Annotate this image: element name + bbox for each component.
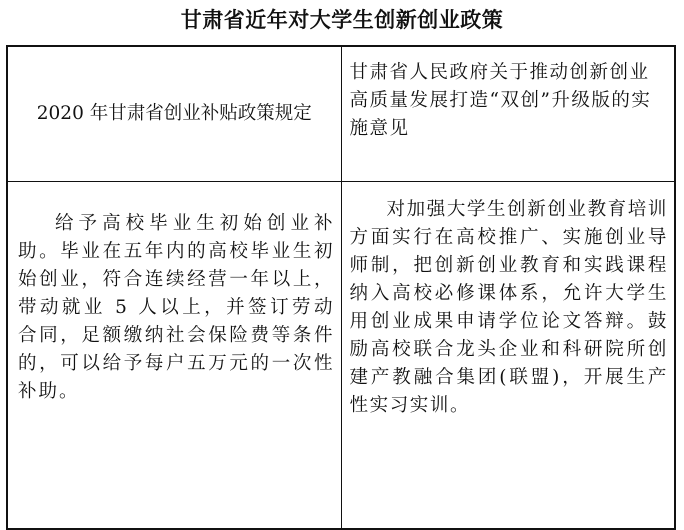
header-cell-implementation-opinion: 甘肃省人民政府关于推动创新创业高质量发展打造“双创”升级版的实施意见 (341, 46, 675, 182)
body-cell-subsidy-policy (7, 182, 341, 530)
table-header-row (7, 46, 675, 182)
header-cell-subsidy-policy: 2020 年甘肃省创业补贴政策规定 (7, 46, 341, 182)
implementation-opinion-text: 对加强大学生创新创业教育培训方面实行在高校推广、实施创业导师制，把创新创业教育和实践课程纳入高校必修课体系，允许大学生用创业成果申请学位论文答辩。鼓励高校联合龙头企业和科研院所创建产教融合集团(联盟)，开展生产性实习实训。 (349, 199, 668, 416)
document-title: 甘肃省近年对大学生创新创业政策 (180, 8, 504, 32)
policy-table (6, 45, 676, 530)
subsidy-policy-text: 给予高校毕业生初始创业补助。毕业在五年内的高校毕业生初始创业，符合连续经营一年以上，带动就业 5 人以上，并签订劳动合同，足额缴纳社会保险费等条件的，可以给予每户五万元的一次性补助。 (18, 213, 335, 402)
body-cell-implementation-opinion (341, 182, 675, 530)
table-body-row (7, 182, 675, 530)
